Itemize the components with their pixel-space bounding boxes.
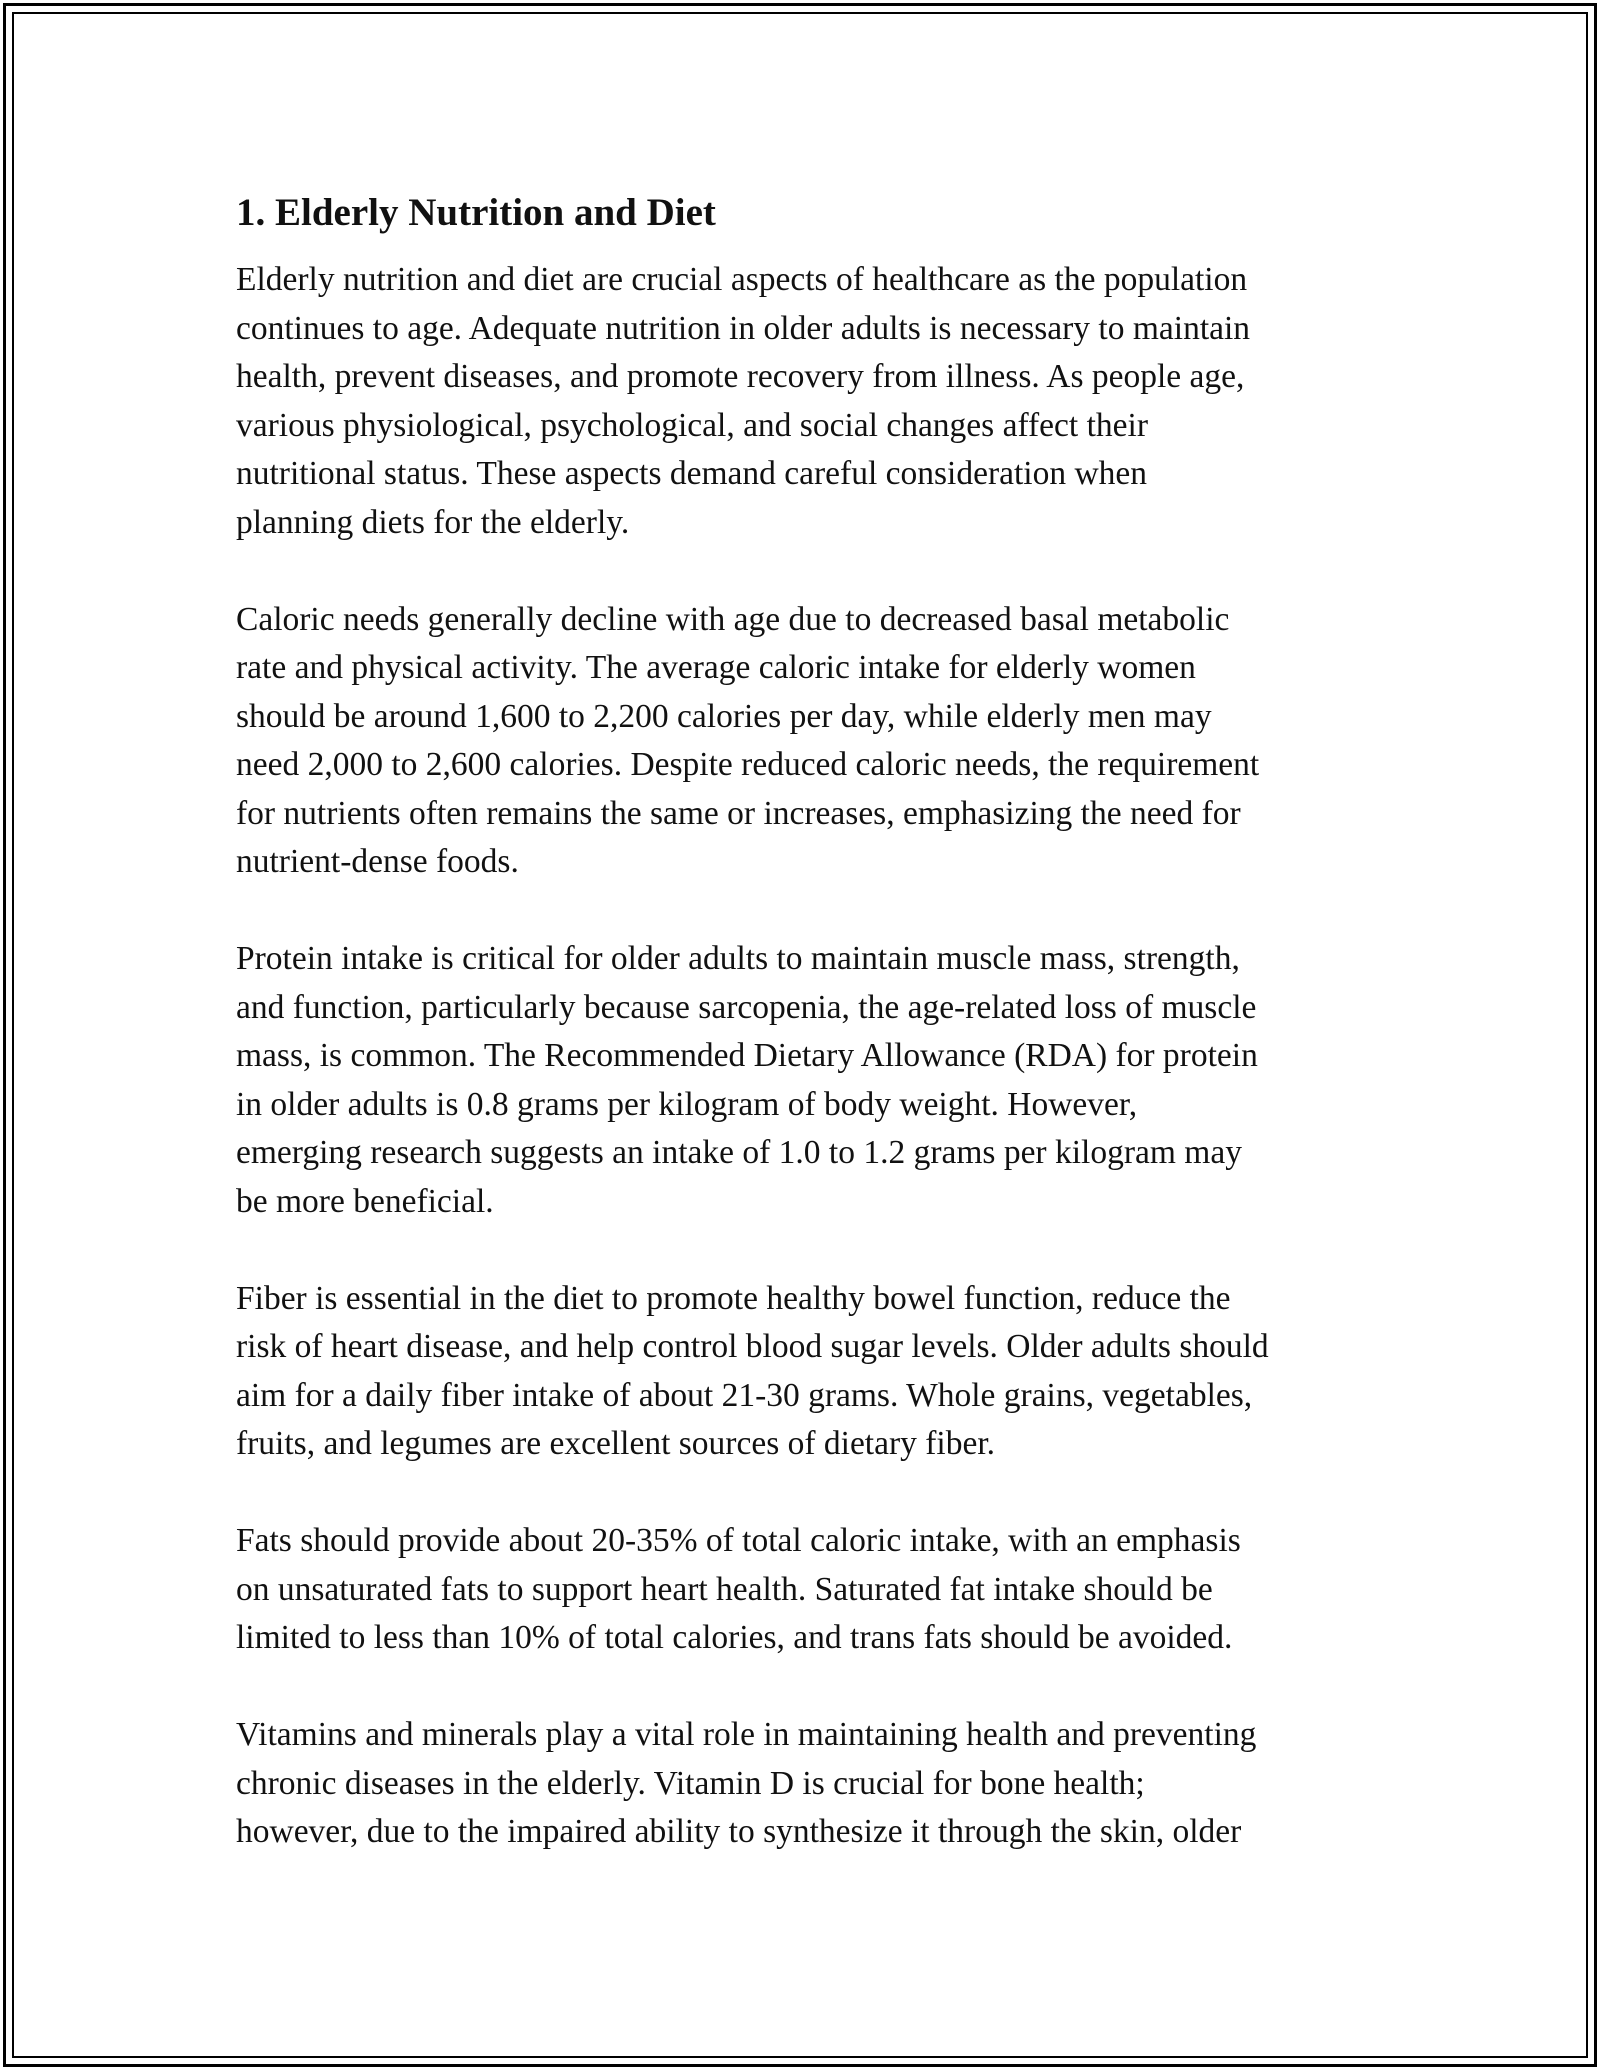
section-heading: 1. Elderly Nutrition and Diet	[236, 191, 716, 234]
paragraph-fats: Fats should provide about 20-35% of total caloric intake, with an emphasis on unsaturated fats to support heart health. Saturated fat intake should be limited to less than 10% of total calories, and trans fats should be avoided.	[236, 1522, 1241, 1656]
paragraph-overview: Elderly nutrition and diet are crucial aspects of healthcare as the population continues to age. Adequate nutrition in older adults is necessary to maintain health, prevent diseases, and promote recovery from illness. As people age, various physiological, psychological, and social changes affect their nutritional status. These aspects demand careful consideration when planning diets for the elderly.	[236, 261, 1251, 541]
document-body	[236, 184, 1376, 1905]
paragraph-protein: Protein intake is critical for older adults to maintain muscle mass, strength, and function, particularly because sarcopenia, the age-related loss of muscle mass, is common. The Recommended Dietary Allowance (RDA) for protein in older adults is 0.8 grams per kilogram of body weight. However, emerging research suggests an intake of 1.0 to 1.2 grams per kilogram may be more beneficial.	[236, 940, 1258, 1220]
paragraph-fiber: Fiber is essential in the diet to promote healthy bowel function, reduce the risk of heart disease, and help control blood sugar levels. Older adults should aim for a daily fiber intake of about 21-30 grams. Whole grains, vegetables, fruits, and legumes are excellent sources of dietary fiber.	[236, 1279, 1269, 1462]
paragraph-caloric-needs: Caloric needs generally decline with age due to decreased basal metabolic rate and physical activity. The average caloric intake for elderly women should be around 1,600 to 2,200 calories per day, while elderly men may need 2,000 to 2,600 calories. Despite reduced caloric needs, the requirement for nutrients often remains the same or increases, emphasizing the need for nutrient-dense foods.	[236, 600, 1260, 880]
paragraph-vitamins-minerals: Vitamins and minerals play a vital role in maintaining health and preventing chronic diseases in the elderly. Vitamin D is crucial for bone health; however, due to the impaired ability to synthesize it through the skin, older	[236, 1716, 1257, 1850]
